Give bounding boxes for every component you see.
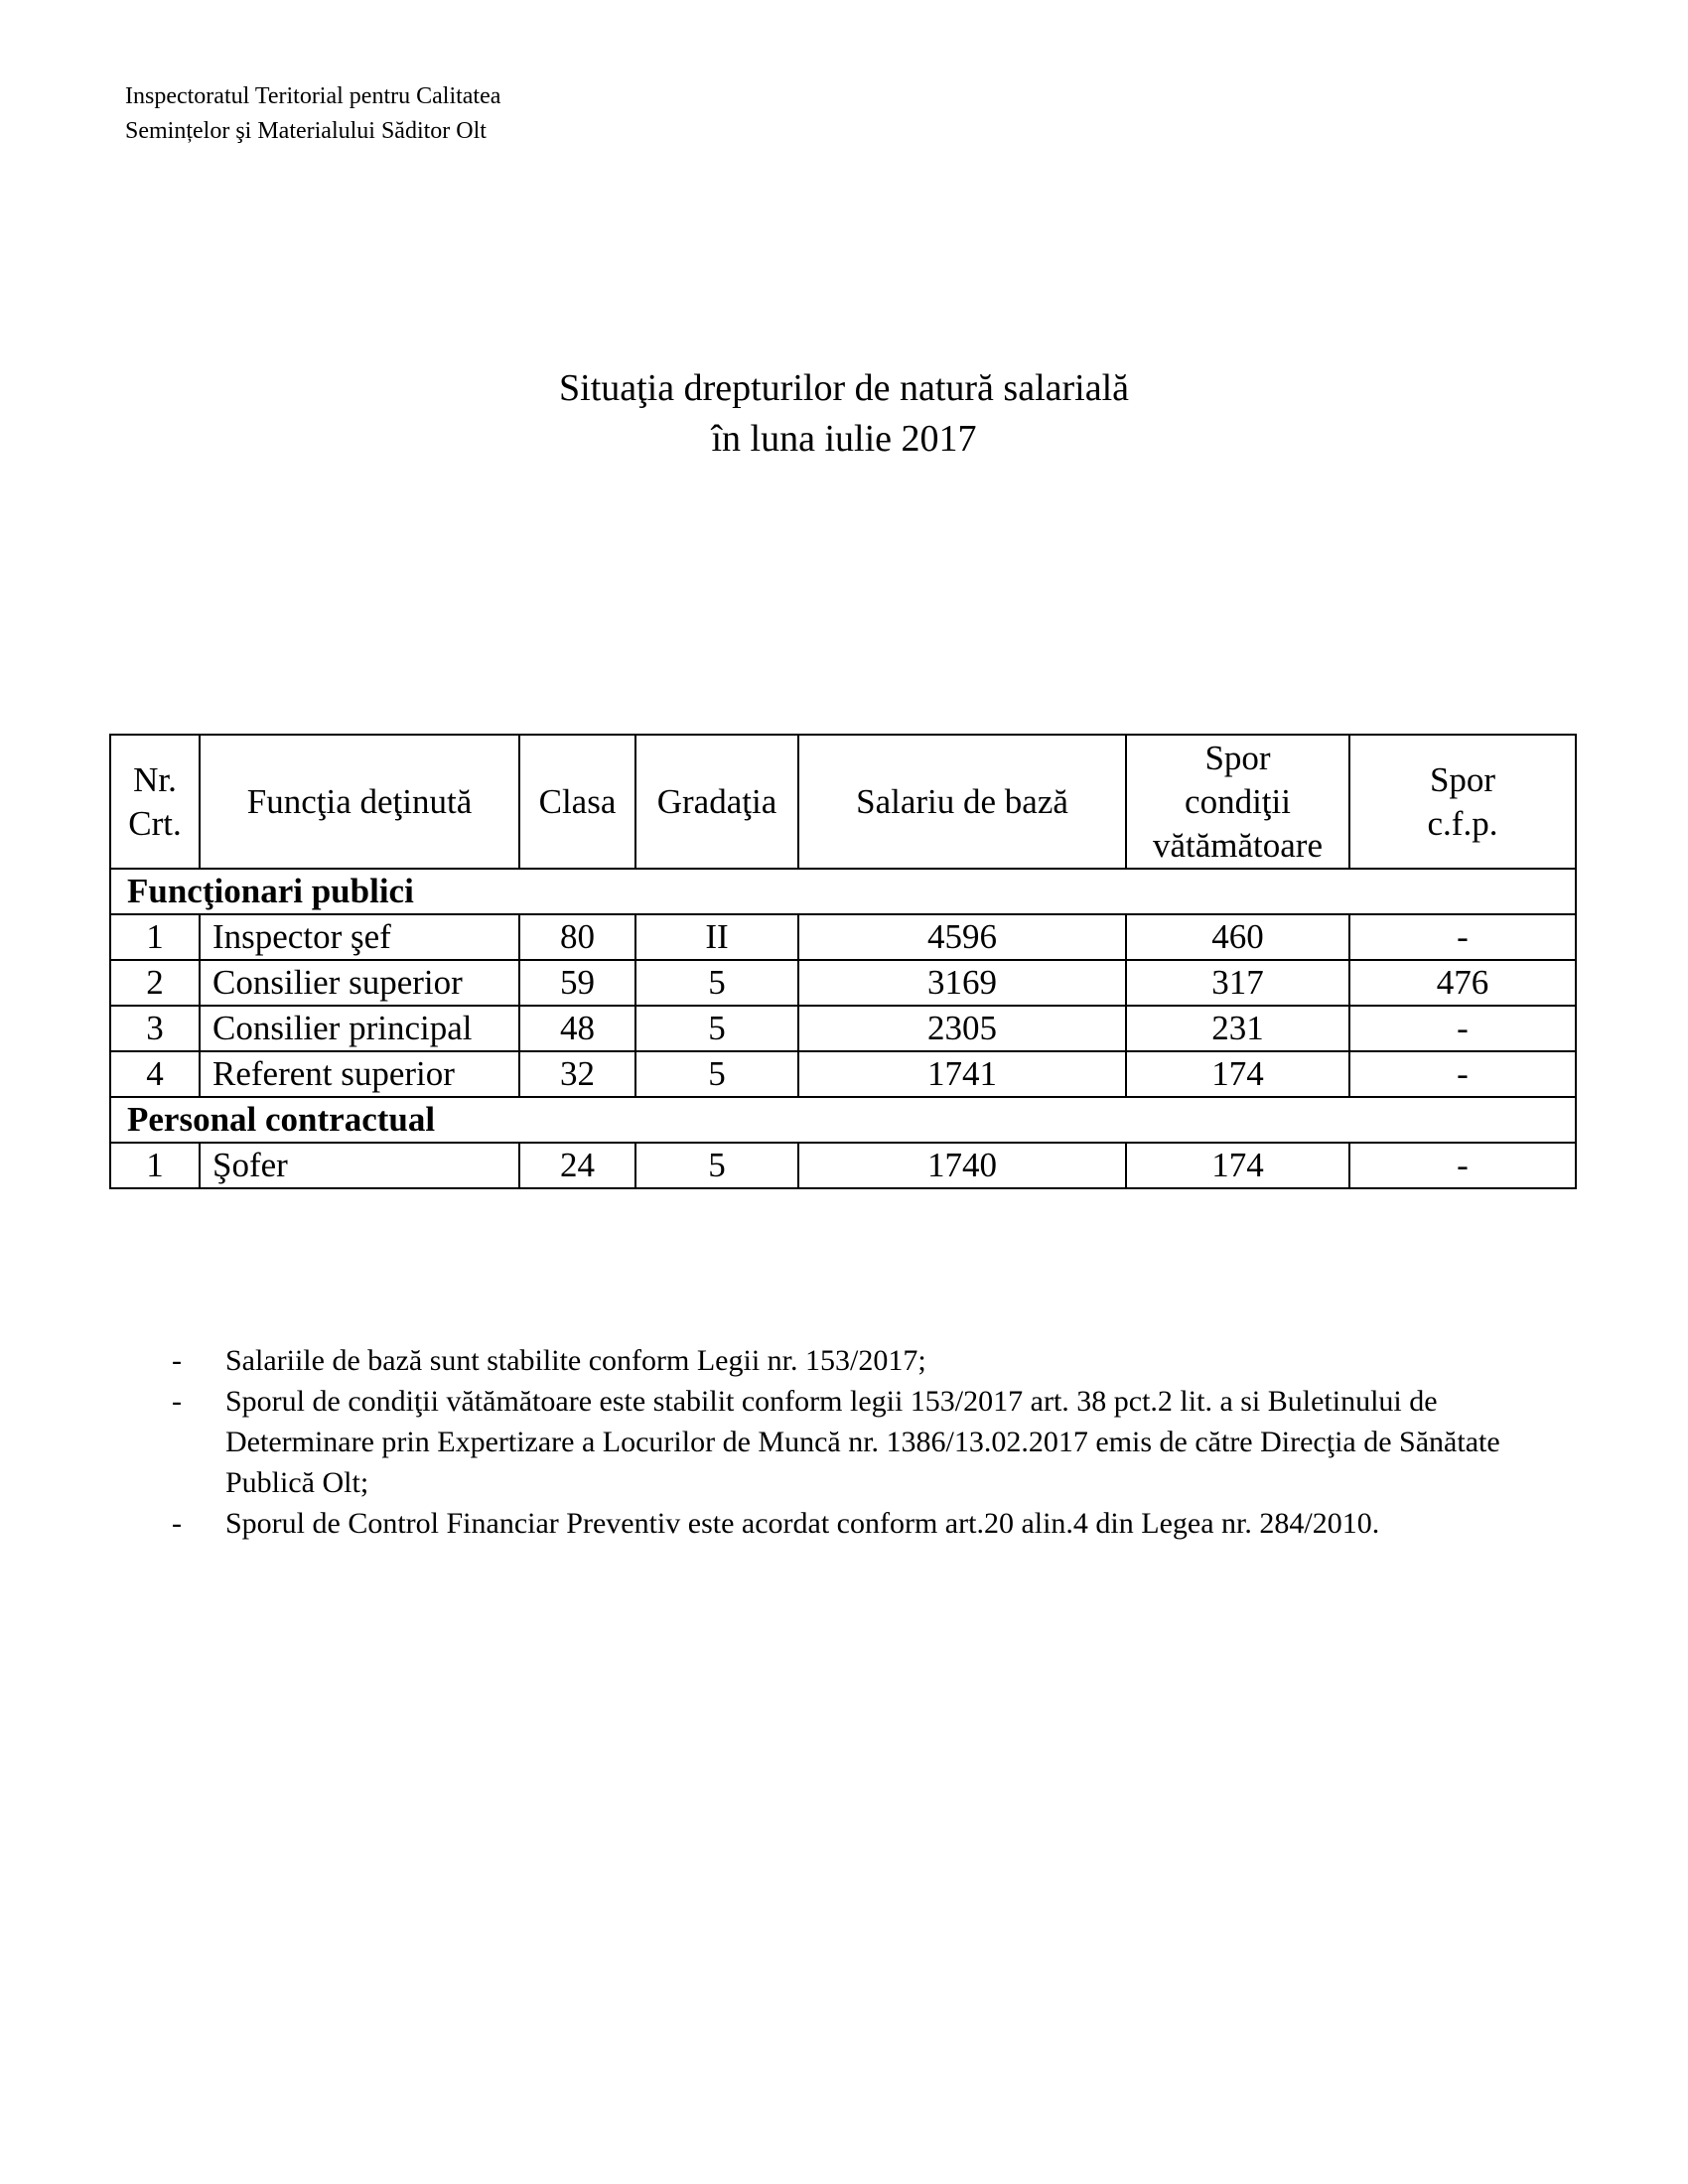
header-functia: Funcţia deţinută (200, 735, 519, 869)
cell-functia: Referent superior (200, 1051, 519, 1097)
note-text: Sporul de condiţii vătămătoare este stabilit conform legii 153/2017 art. 38 pct.2 lit. a si Buletinului de Determinare prin Expertizare a Locurilor de Muncă nr. 1386/13.02.2017 emis de către Direcţia de Sănătate Publică Olt; (225, 1385, 1500, 1499)
cell-clasa: 48 (519, 1006, 635, 1051)
table-row (110, 1006, 1576, 1051)
header-salariu: Salariu de bază (798, 735, 1126, 869)
table-row (110, 1051, 1576, 1097)
cell-gradatia: 5 (635, 1051, 798, 1097)
cell-clasa: 80 (519, 914, 635, 960)
cell-clasa: 32 (519, 1051, 635, 1097)
cell-clasa: 59 (519, 960, 635, 1006)
cell-salariu: 2305 (798, 1006, 1126, 1051)
cell-spor-conditii: 460 (1126, 914, 1349, 960)
table-header-row (110, 735, 1576, 869)
note-item (164, 1503, 1574, 1544)
note-bullet: - (172, 1507, 182, 1540)
note-bullet: - (172, 1344, 182, 1377)
note-text: Salariile de bază sunt stabilite conform Legii nr. 153/2017; (225, 1344, 926, 1377)
cell-functia: Inspector şef (200, 914, 519, 960)
cell-functia: Şofer (200, 1143, 519, 1188)
document-title (0, 363, 1688, 465)
cell-spor-cfp: 476 (1349, 960, 1576, 1006)
header-spor-conditii-line3: vătămătoare (1152, 825, 1323, 865)
document-title-line1: Situaţia drepturilor de natură salarială (559, 367, 1129, 409)
table-row (110, 1143, 1576, 1188)
institution-name-line1: Inspectoratul Teritorial pentru Calitatea (125, 83, 501, 109)
group-label: Personal contractual (110, 1097, 1576, 1143)
cell-gradatia: 5 (635, 960, 798, 1006)
cell-spor-conditii: 174 (1126, 1051, 1349, 1097)
cell-spor-conditii: 317 (1126, 960, 1349, 1006)
cell-functia: Consilier superior (200, 960, 519, 1006)
header-gradatia: Gradaţia (635, 735, 798, 869)
header-spor-cfp (1349, 735, 1576, 869)
salary-table (109, 734, 1577, 1189)
group-label: Funcţionari publici (110, 869, 1576, 914)
header-spor-conditii (1126, 735, 1349, 869)
cell-nr: 2 (110, 960, 200, 1006)
note-text: Sporul de Control Financiar Preventiv este acordat conform art.20 alin.4 din Legea nr. 284/2010. (225, 1507, 1380, 1540)
note-bullet: - (172, 1385, 182, 1418)
cell-gradatia: II (635, 914, 798, 960)
notes-list (164, 1340, 1574, 1544)
institution-header (125, 79, 500, 149)
cell-nr: 1 (110, 1143, 200, 1188)
cell-salariu: 4596 (798, 914, 1126, 960)
table-row (110, 914, 1576, 960)
institution-name-line2: Semințelor şi Materialului Săditor Olt (125, 118, 487, 144)
header-spor-cfp-line1: Spor (1429, 759, 1496, 799)
header-clasa: Clasa (519, 735, 635, 869)
header-nr-crt (110, 735, 200, 869)
cell-gradatia: 5 (635, 1006, 798, 1051)
cell-salariu: 1741 (798, 1051, 1126, 1097)
cell-gradatia: 5 (635, 1143, 798, 1188)
header-nr-line1: Nr. (133, 759, 177, 799)
note-item (164, 1381, 1574, 1503)
header-spor-conditii-line1: Spor (1204, 738, 1271, 777)
cell-spor-cfp: - (1349, 1143, 1576, 1188)
cell-spor-conditii: 231 (1126, 1006, 1349, 1051)
cell-salariu: 1740 (798, 1143, 1126, 1188)
header-spor-cfp-line2: c.f.p. (1427, 803, 1498, 843)
cell-spor-cfp: - (1349, 1051, 1576, 1097)
cell-spor-conditii: 174 (1126, 1143, 1349, 1188)
group-row-functionari-publici (110, 869, 1576, 914)
cell-nr: 1 (110, 914, 200, 960)
cell-nr: 3 (110, 1006, 200, 1051)
group-row-personal-contractual (110, 1097, 1576, 1143)
table-row (110, 960, 1576, 1006)
document-title-line2: în luna iulie 2017 (711, 418, 977, 460)
cell-salariu: 3169 (798, 960, 1126, 1006)
cell-spor-cfp: - (1349, 1006, 1576, 1051)
cell-spor-cfp: - (1349, 914, 1576, 960)
cell-clasa: 24 (519, 1143, 635, 1188)
note-item (164, 1340, 1574, 1381)
cell-functia: Consilier principal (200, 1006, 519, 1051)
cell-nr: 4 (110, 1051, 200, 1097)
header-nr-line2: Crt. (128, 803, 182, 843)
header-spor-conditii-line2: condiţii (1185, 781, 1291, 821)
